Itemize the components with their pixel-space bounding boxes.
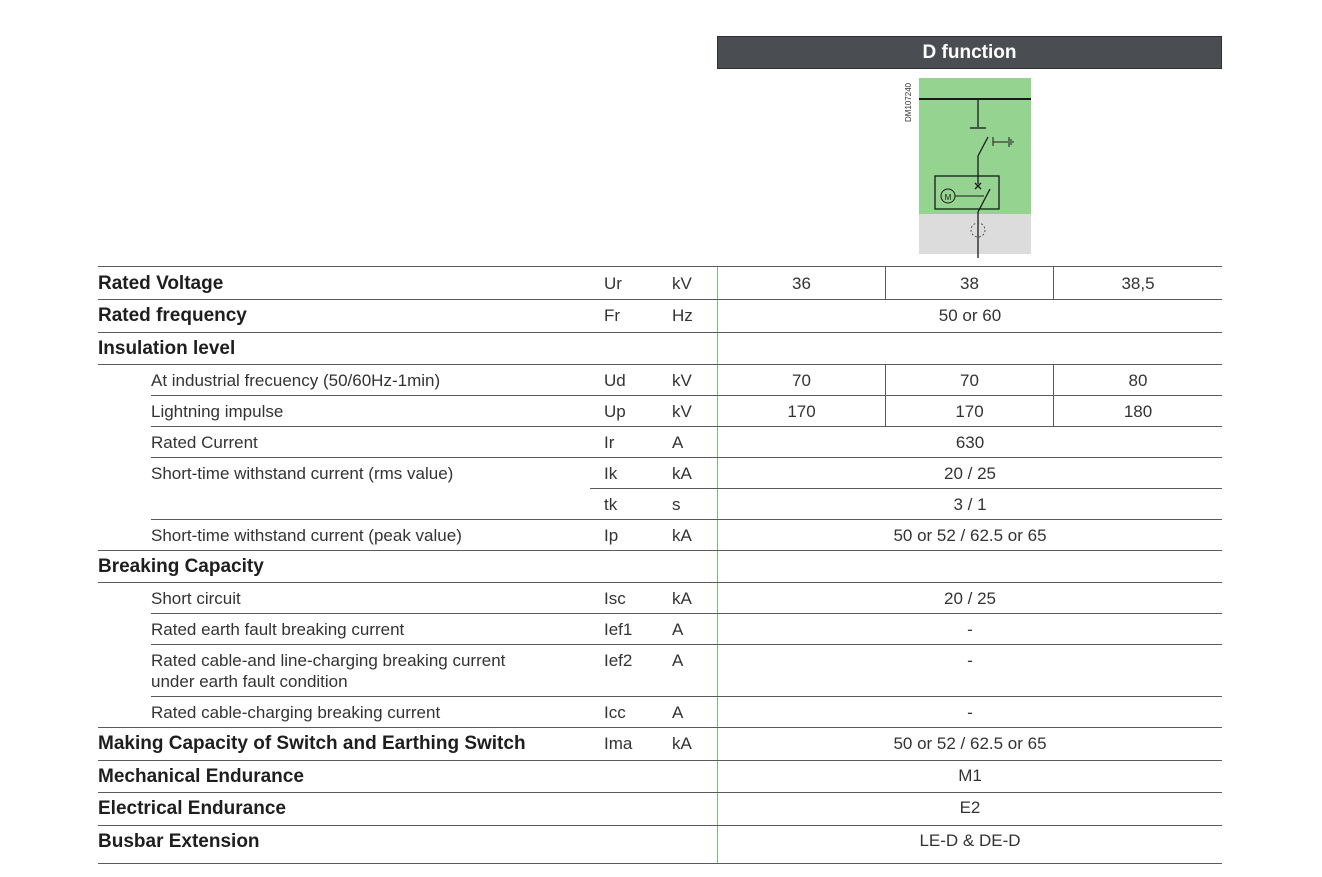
table-row: Rated Current Ir A 630: [151, 433, 985, 452]
table-row: Making Capacity of Switch and Earthing Switch Ima kA 50 or 52 / 62.5 or 65: [98, 733, 1047, 754]
single-line-diagram: [900, 76, 1040, 262]
section-heading: Breaking Capacity: [98, 556, 264, 577]
table-row: tk s 3 / 1: [604, 495, 987, 514]
table-row: Electrical Endurance E2: [98, 798, 981, 819]
table-row: At industrial frecuency (50/60Hz-1min) Ud kV 70 70 80: [98, 364, 1222, 395]
table-row: Mechanical Endurance M1: [98, 766, 982, 787]
function-header: [717, 36, 1222, 69]
table-row: Rated cable-and line-charging breaking current under earth fault condition Ief2 A -: [151, 651, 973, 691]
function-title: D function: [922, 41, 1017, 63]
diagram-grey-area: [919, 214, 1031, 254]
table-row: Rated cable-charging breaking current Icc A -: [151, 703, 973, 722]
table-row: Short-time withstand current (rms value) Ik kA 20 / 25: [151, 464, 996, 483]
diagram-id-label: DM107240: [904, 82, 913, 122]
table-row: Busbar Extension LE-D & DE-D: [98, 831, 1021, 852]
table-row: Short circuit Isc kA 20 / 25: [151, 589, 996, 608]
table-row: Lightning impulse Up kV 170 170 180: [151, 402, 1153, 421]
table-row: Rated Voltage Ur kV 36 38 38,5: [98, 266, 1222, 299]
table-row: Rated earth fault breaking current Ief1 A -: [151, 620, 973, 639]
table-row: Short-time withstand current (peak value) Ip kA 50 or 52 / 62.5 or 65: [151, 526, 1047, 545]
section-heading: Insulation level: [98, 338, 236, 359]
table-row: Rated frequency Fr Hz 50 or 60: [98, 305, 1002, 326]
svg-text:M: M: [944, 193, 952, 202]
